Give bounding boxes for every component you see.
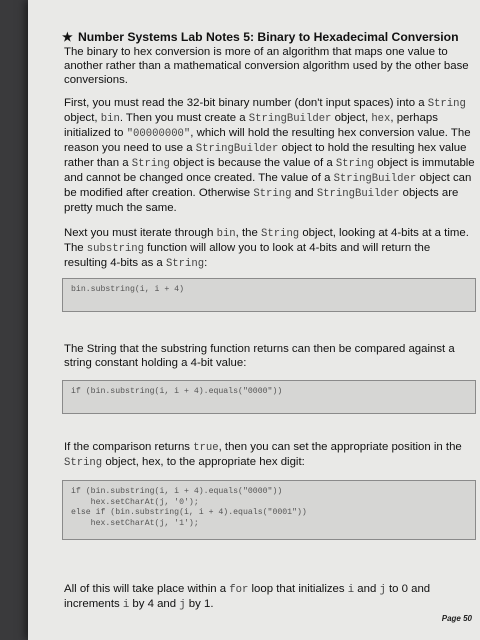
- paragraph-set-digit: If the comparison returns true, then you can set the appropriate position in the String object, hex, to the appropriate hex digit:: [64, 441, 462, 469]
- section-title: [62, 30, 476, 45]
- star-icon: ★: [62, 30, 73, 44]
- code-block-set-char: if (bin.substring(i, i + 4).equals("0000")) hex.setCharAt(j, '0'); else if (bin.substring(i, i + 4).equals("0001")) hex.setCharAt(j, '1');: [62, 480, 476, 540]
- paragraph-for-loop: All of this will take place within a for loop that initializes i and j to 0 and increments i by 4 and j by 1.: [64, 583, 431, 611]
- intro-paragraph: The binary to hex conversion is more of an algorithm that maps one value to another rather than a mathematical conversion algorithm used by the other base conversions.: [64, 46, 469, 86]
- paragraph-iterate: Next you must iterate through bin, the String object, looking at 4-bits at a time. The substring function will allow you to look at 4-bits and will return the resulting 4-bits as a String:: [64, 227, 469, 270]
- page-number: Page 50: [441, 614, 472, 623]
- paragraph-read-binary: First, you must read the 32-bit binary number (don't input spaces) into a String object, bin. Then you must create a StringBuilder object, hex, perhaps initialized to "00000000", which will hold the resulting hex conversion value. The reason you need to use a StringBuilder object to hold the resulting hex value rather than a String object is because the value of a String object is immutable and cannot be changed once created. The value of a StringBuilder object can be modified after creation. Otherwise String and StringBuilder objects are pretty much the same.: [64, 97, 475, 214]
- code-block-equals: if (bin.substring(i, i + 4).equals("0000")): [62, 380, 476, 414]
- intro-section: [64, 30, 476, 87]
- code-block-substring: bin.substring(i, i + 4): [62, 278, 476, 312]
- paragraph-compare: The String that the substring function returns can then be compared against a string constant holding a 4-bit value:: [64, 343, 455, 369]
- document-page: [28, 0, 480, 640]
- heading-text: Number Systems Lab Notes 5: Binary to Hexadecimal Conversion: [77, 30, 459, 44]
